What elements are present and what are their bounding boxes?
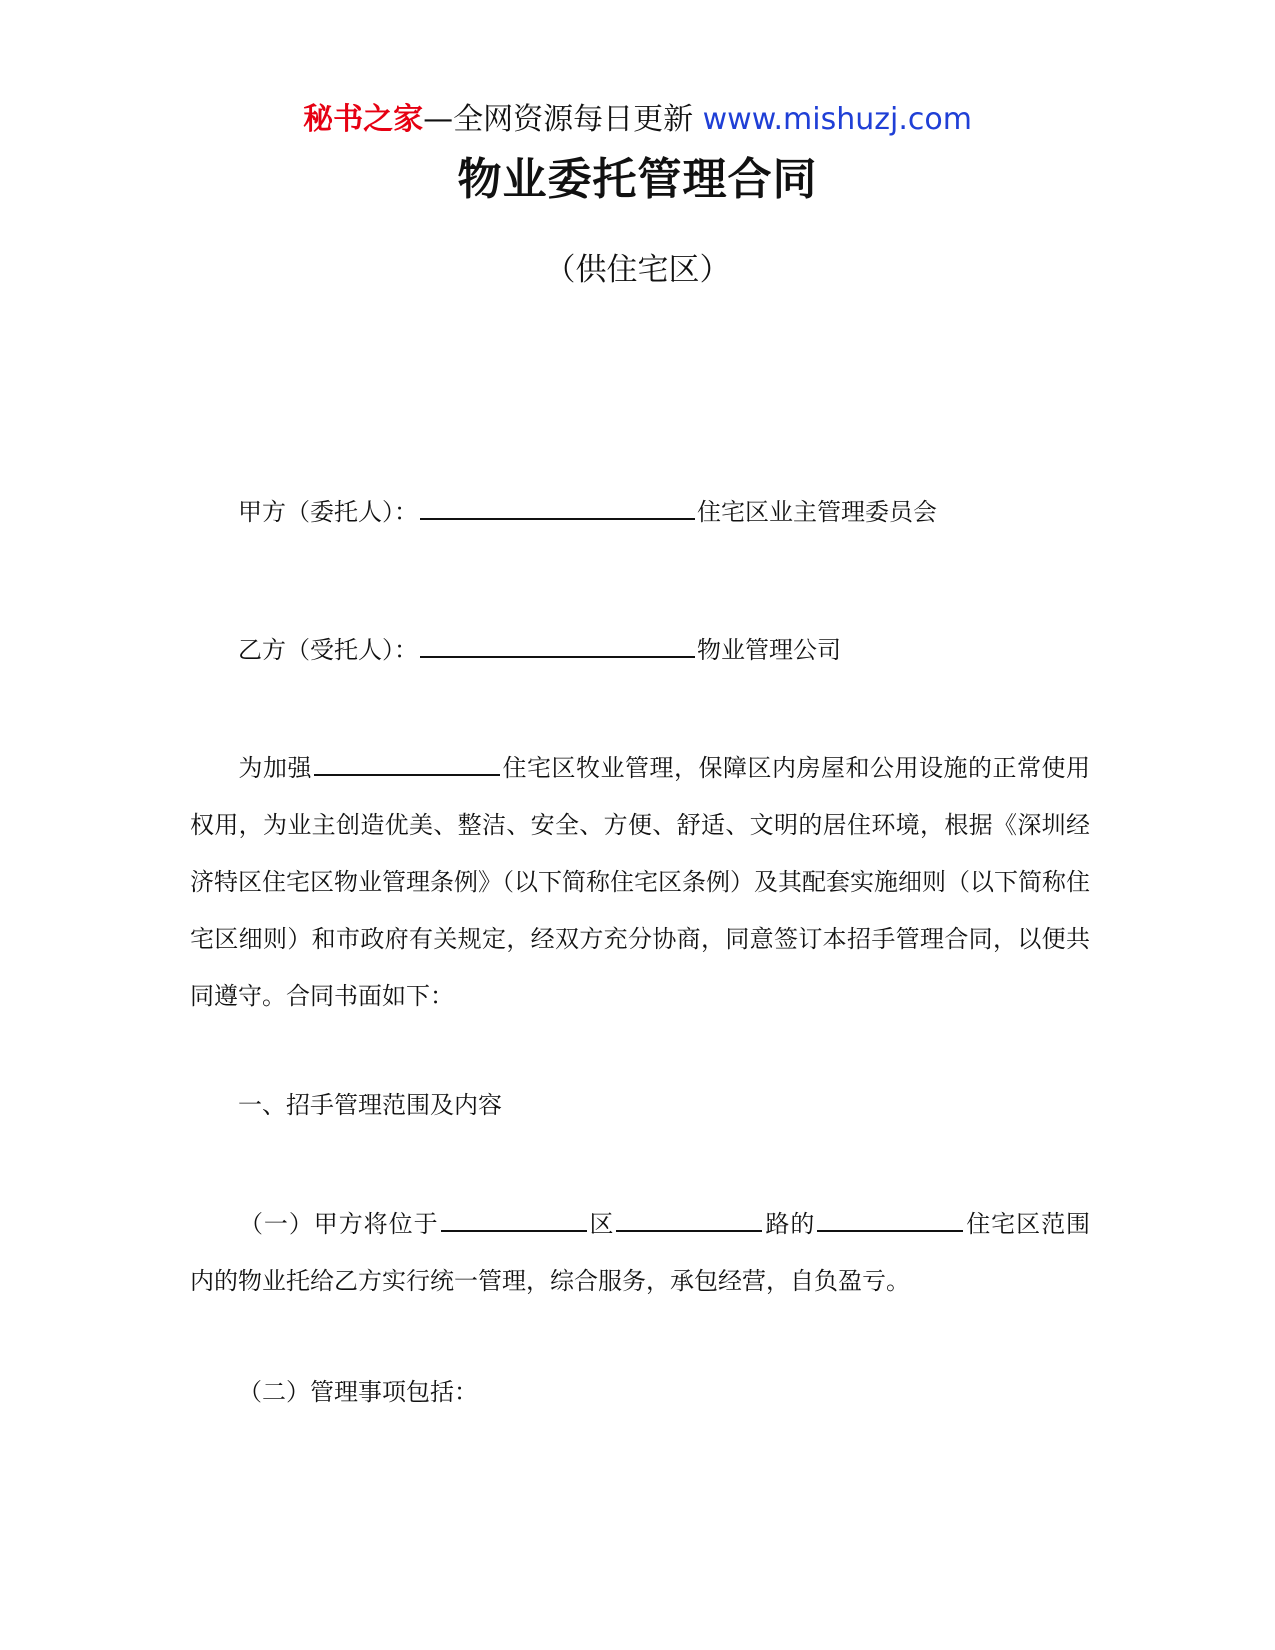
section1-item1-paragraph — [190, 1196, 1090, 1310]
party-a-line — [238, 494, 937, 528]
party-b-line — [238, 632, 841, 666]
section1-item2: （二）管理事项包括： — [238, 1378, 478, 1406]
item1-district: 区 — [588, 1210, 615, 1238]
party-b-label: 乙方（受托人）： — [238, 636, 418, 664]
party-a-blank — [420, 494, 695, 520]
party-b-blank — [420, 632, 695, 658]
preamble-paragraph — [190, 740, 1090, 1025]
preamble-start: 为加强 — [238, 754, 312, 782]
party-a-label: 甲方（委托人）： — [238, 498, 418, 526]
item1-road: 路的 — [764, 1210, 816, 1238]
party-a-suffix: 住宅区业主管理委员会 — [697, 498, 937, 526]
item1-blank-estate — [817, 1206, 963, 1232]
preamble-blank — [314, 750, 500, 776]
banner-slogan: —全网资源每日更新 — [423, 102, 703, 137]
item1-start: （一）甲方将位于 — [238, 1210, 439, 1238]
preamble-rest: 住宅区牧业管理，保障区内房屋和公用设施的正常使用权用，为业主创造优美、整洁、安全、方便、舒适、文明的居住环境，根据《深圳经济特区住宅区物业管理条例》（以下简称住宅区条例）及其配套实施细则（以下简称住宅区细则）和市政府有关规定，经双方充分协商，同意签订本招手管理合同，以便共同遵守。合同书面如下： — [190, 754, 1090, 1010]
document-title: 物业委托管理合同 — [457, 154, 818, 205]
item1-blank-road — [616, 1206, 762, 1232]
banner-url[interactable]: www.mishuzj.com — [702, 102, 972, 137]
document-subtitle: （供住宅区） — [544, 252, 731, 288]
item1-blank-district — [441, 1206, 587, 1232]
site-banner — [0, 100, 1275, 140]
section1-heading: 一、招手管理范围及内容 — [238, 1091, 502, 1119]
party-b-suffix: 物业管理公司 — [697, 636, 841, 664]
item1-rest: 住宅区范围内的物业托给乙方实行统一管理，综合服务，承包经营，自负盈亏。 — [190, 1210, 1091, 1295]
banner-brand: 秘书之家 — [303, 102, 424, 137]
